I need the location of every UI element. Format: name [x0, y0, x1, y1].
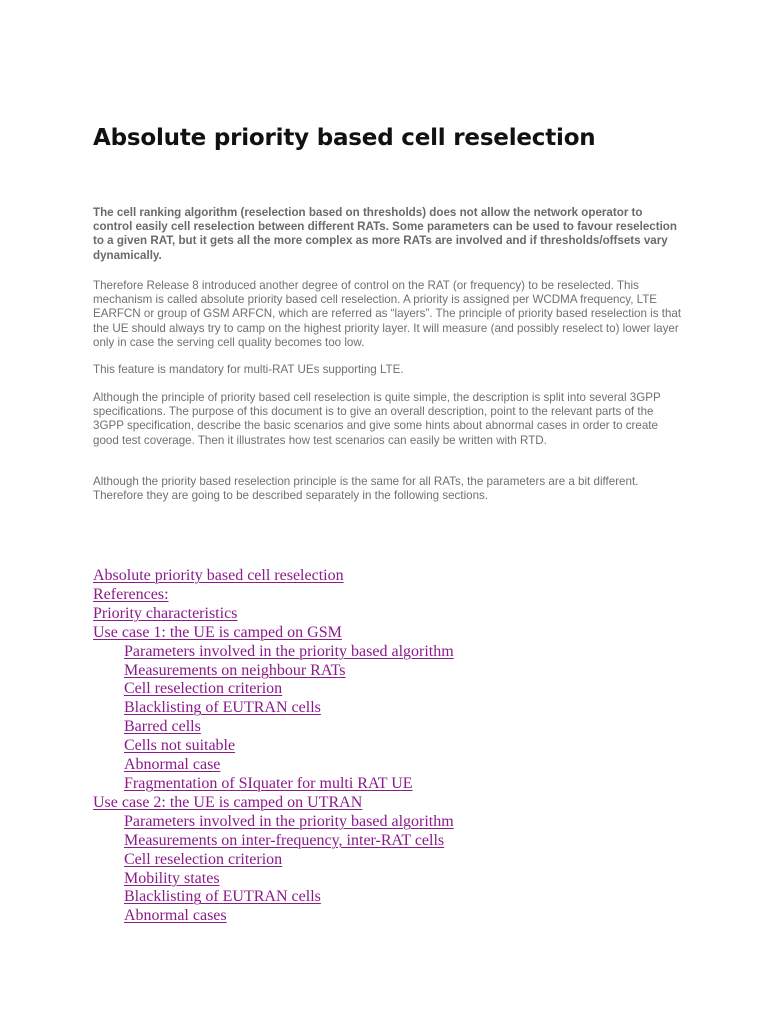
toc-item — [93, 813, 713, 832]
toc-item — [93, 662, 713, 681]
toc-item — [93, 586, 713, 605]
toc-link-references[interactable]: References: — [93, 585, 169, 603]
toc-item — [93, 870, 713, 889]
toc-link-fragmentation[interactable]: Fragmentation of SIquater for multi RAT UE — [124, 774, 413, 792]
toc-link-mobility-states[interactable]: Mobility states — [124, 869, 220, 887]
toc-item — [93, 775, 713, 794]
body-paragraph-mandatory: This feature is mandatory for multi-RAT UEs supporting LTE. — [93, 363, 404, 376]
toc-link-abnormal-case[interactable]: Abnormal case — [124, 756, 221, 774]
toc-item — [93, 737, 713, 756]
toc-item — [93, 888, 713, 907]
toc-item — [93, 907, 713, 926]
body-paragraph-parameters: Although the priority based reselection principle is the same for all RATs, the parameters are a bit different. Therefore they are going to be described separately in the following sections. — [93, 475, 639, 503]
toc-link-priority-characteristics[interactable]: Priority characteristics — [93, 604, 238, 622]
toc-item — [93, 567, 713, 586]
toc-link-gsm-measurements[interactable]: Measurements on neighbour RATs — [124, 661, 346, 679]
toc-link-gsm-parameters[interactable]: Parameters involved in the priority based algorithm — [124, 642, 454, 660]
intro-paragraph: The cell ranking algorithm (reselection based on thresholds) does not allow the network operator to control easily cell reselection between different RATs. Some parameters can be used to favour reselection to a given RAT, but it gets all the more complex as more RATs are involved and if thresholds/offsets vary dynamically. — [93, 206, 677, 262]
toc-link-barred-cells[interactable]: Barred cells — [124, 718, 201, 736]
toc-link-utran-parameters[interactable]: Parameters involved in the priority based algorithm — [124, 812, 454, 830]
toc-item — [93, 605, 713, 624]
toc-link-use-case-2[interactable]: Use case 2: the UE is camped on UTRAN — [93, 793, 363, 811]
toc-item — [93, 680, 713, 699]
toc-link-gsm-criterion[interactable]: Cell reselection criterion — [124, 680, 283, 698]
toc-item — [93, 851, 713, 870]
toc-link-utran-blacklisting[interactable]: Blacklisting of EUTRAN cells — [124, 888, 321, 906]
toc-link-cells-not-suitable[interactable]: Cells not suitable — [124, 737, 236, 755]
toc-link-abnormal-cases[interactable]: Abnormal cases — [124, 907, 227, 925]
page-title: Absolute priority based cell reselection — [93, 125, 596, 151]
body-paragraph-release8: Therefore Release 8 introduced another degree of control on the RAT (or frequency) to be reselected. This mechanism is called absolute priority based cell reselection. A priority is assigned per WCDMA frequency, LTE EARFCN or group of GSM ARFCN, which are referred as “layers”. The principle of priority based reselection is that the UE should always try to camp on the highest priority layer. It will measure (and possibly reselect to) lower layer only in case the serving cell quality becomes too low. — [93, 279, 682, 349]
body-paragraph-specifications: Although the principle of priority based cell reselection is quite simple, the description is split into several 3GPP specifications. The purpose of this document is to give an overall description, point to the relevant parts of the 3GPP specification, describe the basic scenarios and give some hints about abnormal cases in order to create good test coverage. Then it illustrates how test scenarios can easily be written with RTD. — [93, 391, 661, 447]
toc-link-utran-criterion[interactable]: Cell reselection criterion — [124, 850, 283, 868]
toc-link-absolute-priority[interactable]: Absolute priority based cell reselection — [93, 567, 344, 584]
toc-link-utran-measurements[interactable]: Measurements on inter-frequency, inter-RAT cells — [124, 831, 445, 849]
toc-item — [93, 794, 713, 813]
toc-item — [93, 643, 713, 662]
toc-item — [93, 718, 713, 737]
toc-link-use-case-1[interactable]: Use case 1: the UE is camped on GSM — [93, 623, 342, 641]
toc-link-gsm-blacklisting[interactable]: Blacklisting of EUTRAN cells — [124, 699, 321, 717]
toc-item — [93, 832, 713, 851]
toc-item — [93, 624, 713, 643]
toc-item — [93, 756, 713, 775]
table-of-contents — [93, 567, 713, 926]
toc-item — [93, 699, 713, 718]
